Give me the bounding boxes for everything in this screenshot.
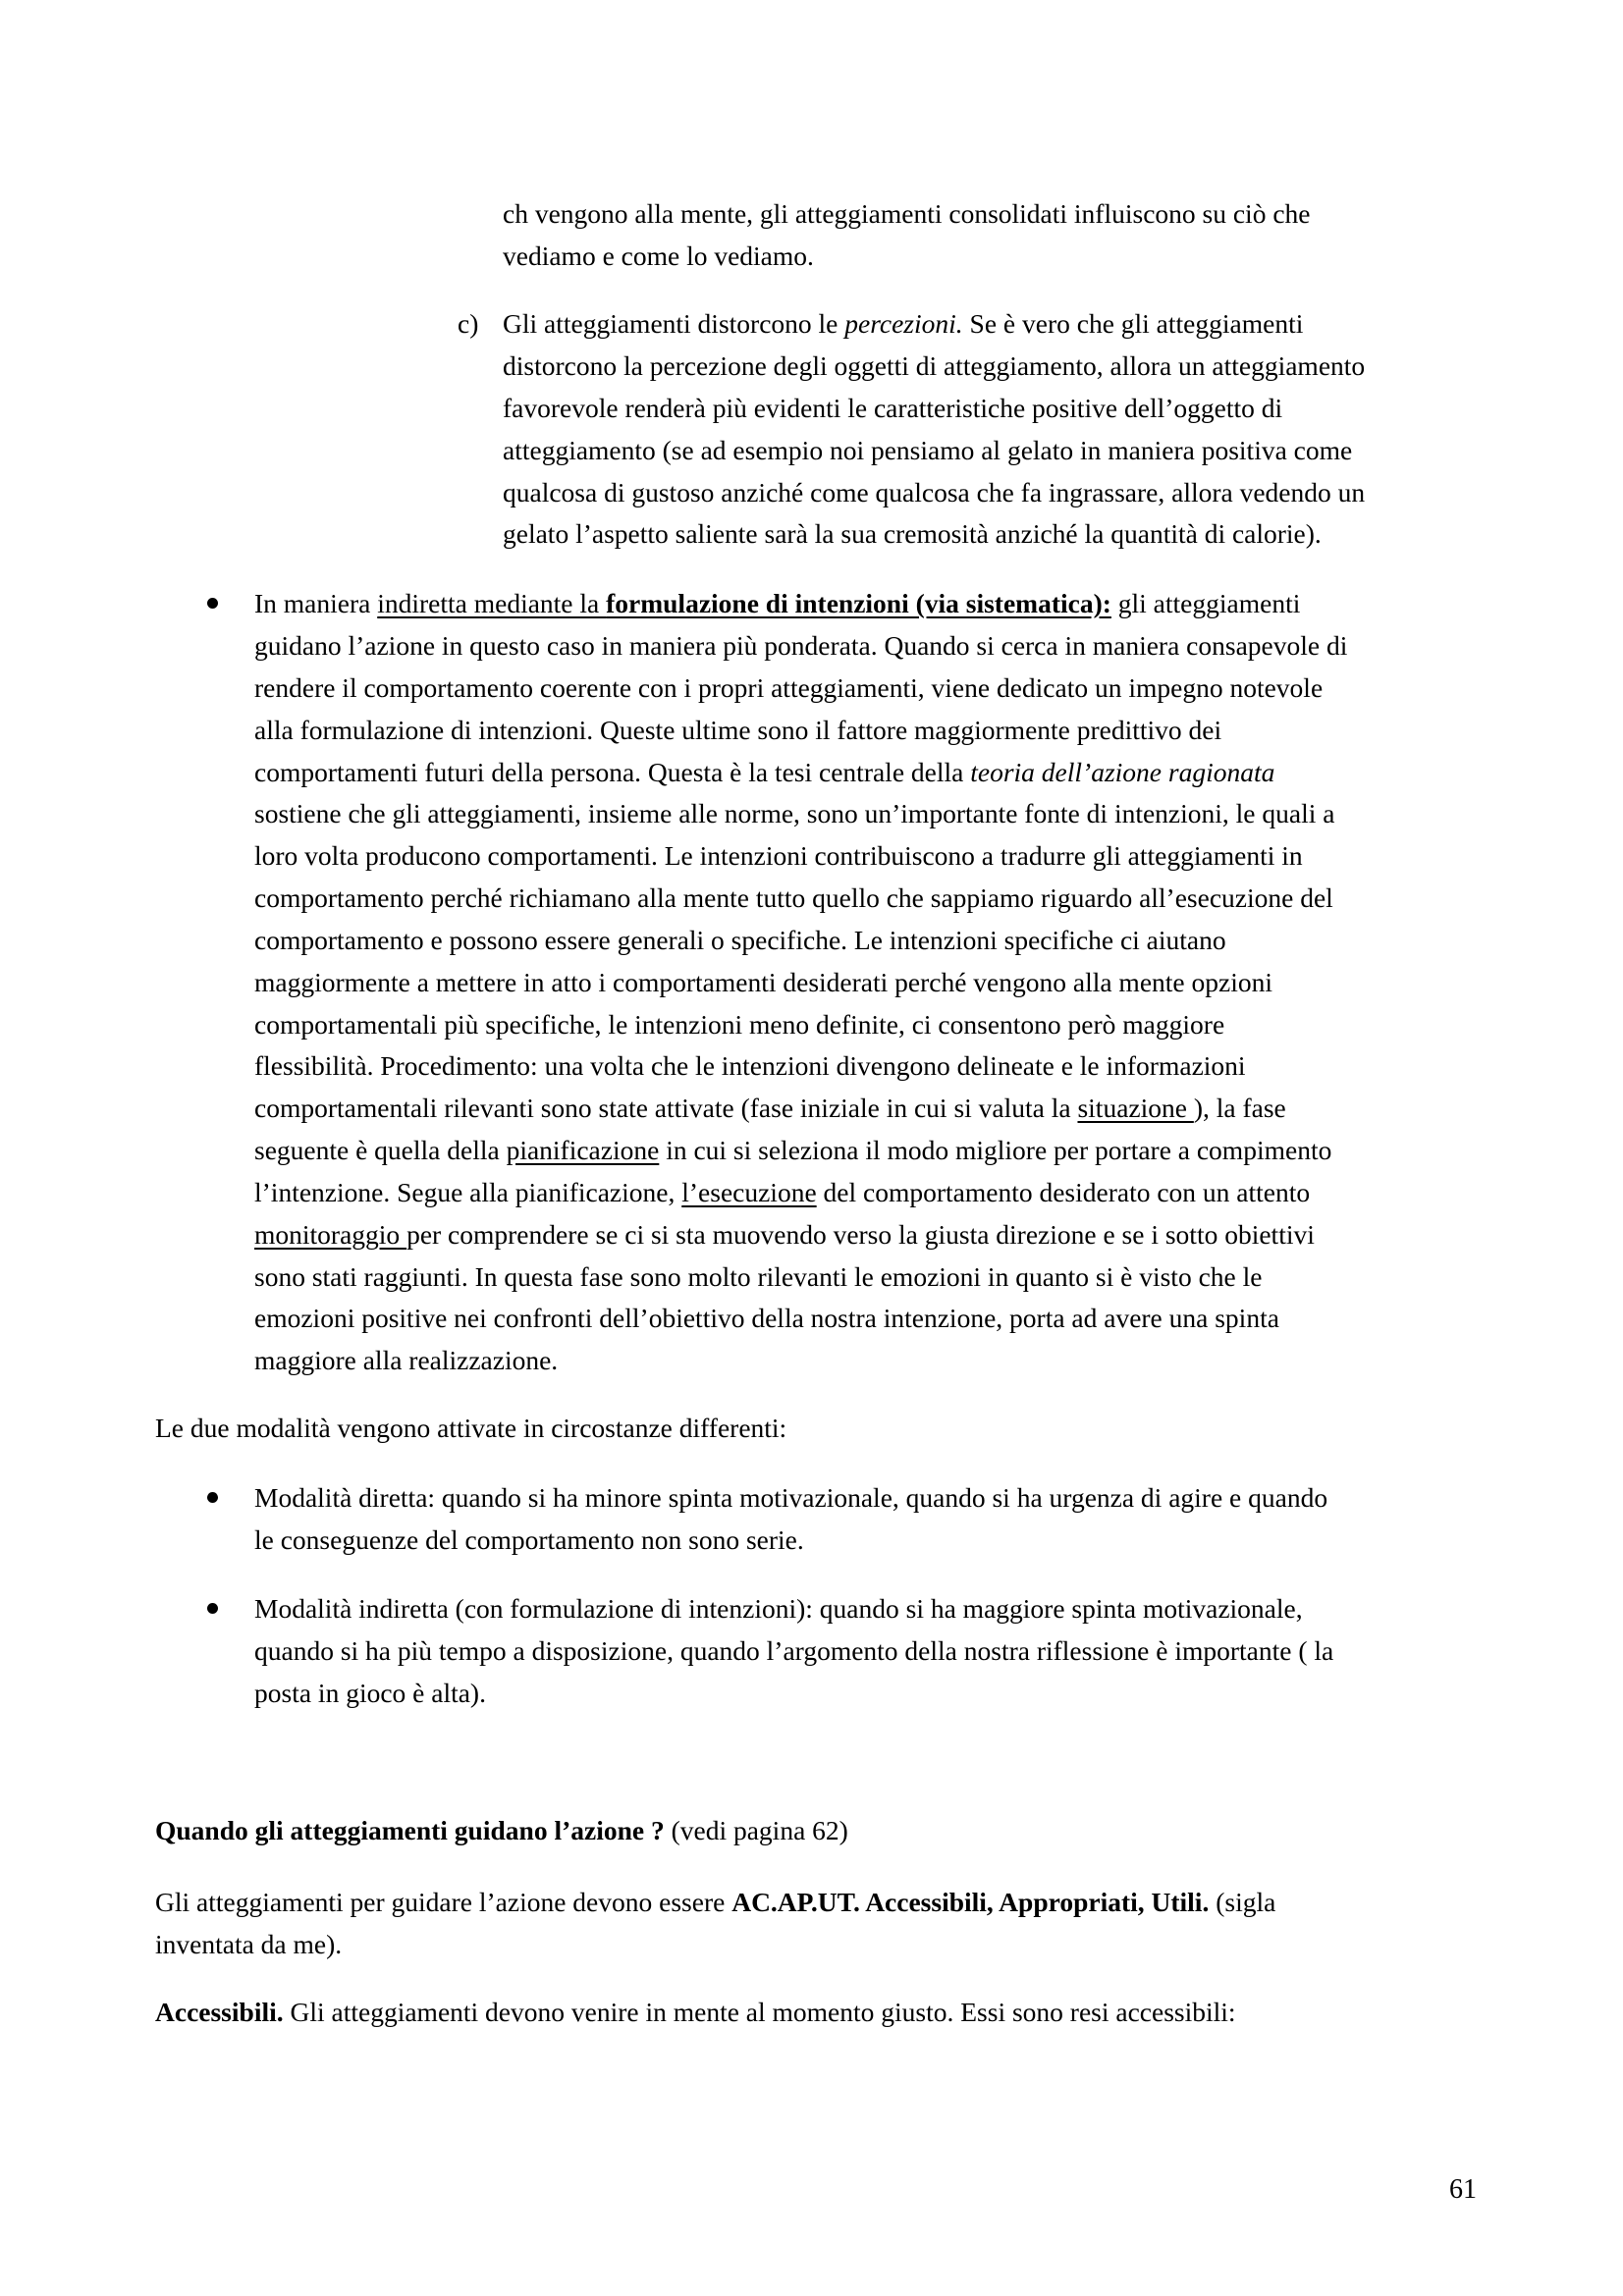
text-line: posta in gioco è alta).	[254, 1678, 486, 1708]
paragraph-accessibili: Accessibili. Gli atteggiamenti devono venire in mente al momento giusto. Essi sono resi accessibili:	[155, 1997, 1236, 2027]
section-heading	[155, 1817, 848, 1844]
text-line: monitoraggio per comprendere se ci si sta muovendo verso la giusta direzione e se i sotto obiettivi	[254, 1219, 1315, 1250]
term-teoria-azione-ragionata: teoria dell’azione ragionata	[970, 757, 1275, 787]
term-pianificazione: pianificazione	[506, 1135, 660, 1165]
text-line: qualcosa di gustoso anziché come qualcosa che fa ingrassare, allora vedendo un	[503, 477, 1366, 507]
text-line: maggiormente a mettere in atto i comportamenti desiderati perché vengono alla mente opzioni	[254, 967, 1272, 997]
text-line: comportamentali più specifiche, le intenzioni meno definite, ci consentono però maggiore	[254, 1009, 1225, 1040]
text-line: le conseguenze del comportamento non sono serie.	[254, 1524, 804, 1555]
text-line: loro volta producono comportamenti. Le intenzioni contribuiscono a tradurre gli atteggiamenti in	[254, 840, 1303, 871]
term-esecuzione: l’esecuzione	[681, 1177, 817, 1207]
section-title: Quando gli atteggiamenti guidano l’azione ?	[155, 1815, 665, 1845]
page-number: 61	[1449, 2174, 1477, 2205]
bullet-icon	[207, 1603, 218, 1614]
text-line: flessibilità. Procedimento: una volta che le intenzioni divengono delineate e le informazioni	[254, 1050, 1246, 1081]
text-line: vediamo e come lo vediamo.	[503, 240, 814, 271]
text-line: inventata da me).	[155, 1929, 343, 1959]
list-label-c: c)	[458, 308, 479, 339]
text-line: sostiene che gli atteggiamenti, insieme alle norme, sono un’importante fonte di intenzioni, le quali a	[254, 798, 1335, 828]
text-line: In maniera indiretta mediante la formulazione di intenzioni (via sistematica): gli atteggiamenti	[254, 588, 1301, 618]
term-situazione: situazione	[1077, 1093, 1194, 1123]
text-line: comportamento e possono essere generali o specifiche. Le intenzioni specifiche ci aiutano	[254, 925, 1226, 955]
text-line: Gli atteggiamenti distorcono le percezioni. Se è vero che gli atteggiamenti	[503, 308, 1304, 339]
text-line: ch vengono alla mente, gli atteggiamenti consolidati influiscono su ciò che	[503, 198, 1311, 229]
section-page-ref: (vedi pagina 62)	[664, 1815, 848, 1845]
bullet-icon	[207, 598, 218, 609]
text-line: Modalità diretta: quando si ha minore spinta motivazionale, quando si ha urgenza di agire e quando	[254, 1482, 1328, 1513]
text-line: comportamento perché richiamano alla mente tutto quello che sappiamo riguardo all’esecuzione del	[254, 882, 1333, 913]
term-monitoraggio: monitoraggio	[254, 1219, 407, 1250]
text-line: alla formulazione di intenzioni. Queste ultime sono il fattore maggiormente predittivo dei	[254, 715, 1222, 745]
text-line: quando si ha più tempo a disposizione, quando l’argomento della nostra riflessione è importante ( la	[254, 1635, 1334, 1666]
text-line: gelato l’aspetto saliente sarà la sua cremosità anziché la quantità di calorie).	[503, 518, 1322, 549]
text-line: comportamentali rilevanti sono state attivate (fase iniziale in cui si valuta la situazione ), la fase	[254, 1093, 1286, 1123]
text-line: comportamenti futuri della persona. Questa è la tesi centrale della teoria dell’azione ragionata	[254, 757, 1275, 787]
text-line: atteggiamento (se ad esempio noi pensiamo al gelato in maniera positiva come	[503, 435, 1353, 465]
text-line: rendere il comportamento coerente con i propri atteggiamenti, viene dedicato un impegno notevole	[254, 672, 1324, 703]
term-percezioni: percezioni.	[844, 308, 963, 339]
text-line: Modalità indiretta (con formulazione di intenzioni): quando si ha maggiore spinta motivazionale,	[254, 1593, 1303, 1624]
text-line: guidano l’azione in questo caso in maniera più ponderata. Quando si cerca in maniera consapevole di	[254, 630, 1348, 661]
text-line: favorevole renderà più evidenti le caratteristiche positive dell’oggetto di	[503, 393, 1283, 423]
text-line: Gli atteggiamenti per guidare l’azione devono essere AC.AP.UT. Accessibili, Appropriati, Utili. (sigla	[155, 1887, 1276, 1917]
term-acaput: AC.AP.UT. Accessibili, Appropriati, Utili.	[731, 1887, 1210, 1917]
text-line: seguente è quella della pianificazione in cui si seleziona il modo migliore per portare a compimento	[254, 1135, 1332, 1165]
text-line: distorcono la percezione degli oggetti di atteggiamento, allora un atteggiamento	[503, 350, 1366, 381]
text-line: l’intenzione. Segue alla pianificazione, l’esecuzione del comportamento desiderato con un attento	[254, 1177, 1311, 1207]
text-line: emozioni positive nei confronti dell’obiettivo della nostra intenzione, porta ad avere una spinta	[254, 1303, 1279, 1333]
term-formulazione-intenzioni: formulazione di intenzioni (via sistematica):	[606, 588, 1111, 618]
bullet-icon	[207, 1492, 218, 1503]
text-line: maggiore alla realizzazione.	[254, 1345, 559, 1375]
term-accessibili: Accessibili.	[155, 1997, 284, 2027]
text-line: sono stati raggiunti. In questa fase sono molto rilevanti le emozioni in quanto si è visto che le	[254, 1261, 1263, 1292]
paragraph-modes-intro: Le due modalità vengono attivate in circostanze differenti:	[155, 1413, 787, 1443]
